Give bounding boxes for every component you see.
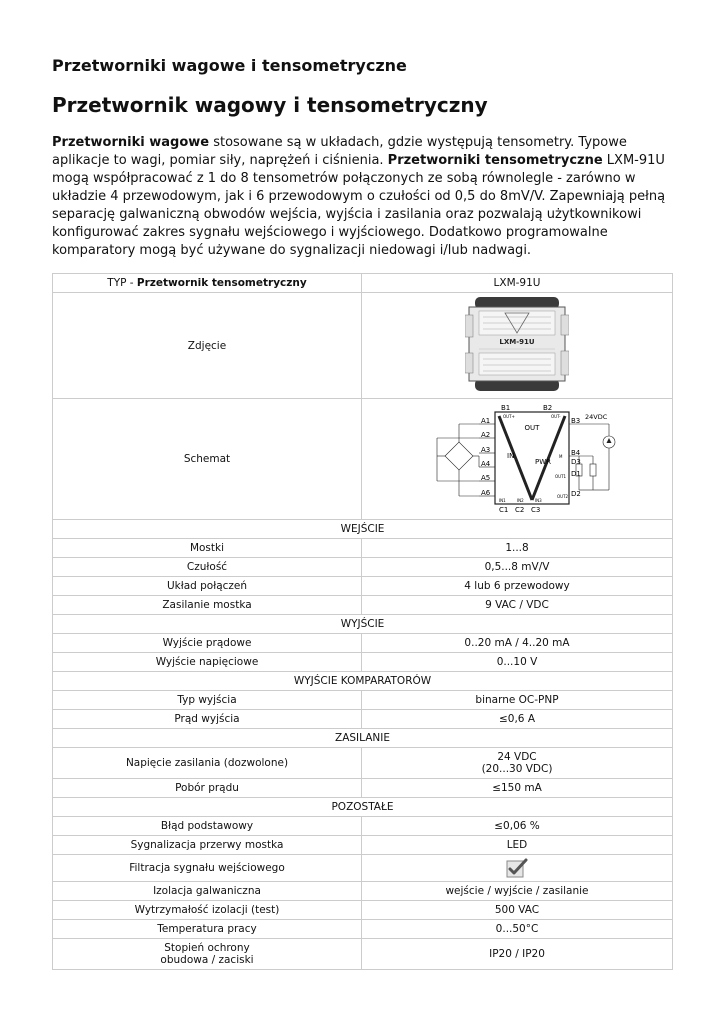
row-value: LED bbox=[362, 836, 673, 855]
section-header-row bbox=[53, 520, 673, 539]
section-header-row bbox=[53, 615, 673, 634]
terminal-a4: A4 bbox=[481, 459, 491, 468]
row-value: 0,5...8 mV/V bbox=[362, 558, 673, 577]
photo-label: Zdjęcie bbox=[53, 293, 362, 399]
photo-cell bbox=[362, 293, 673, 399]
top-terminals bbox=[501, 404, 552, 412]
row-label: Pobór prądu bbox=[53, 779, 362, 798]
out2-label: OUT2 bbox=[557, 493, 569, 499]
out1-label: OUT1 bbox=[555, 473, 567, 479]
table-row bbox=[53, 596, 673, 615]
row-value: binarne OC-PNP bbox=[362, 691, 673, 710]
row-label: Zasilanie mostka bbox=[53, 596, 362, 615]
device-model-print: LXM-91U bbox=[499, 338, 535, 346]
pwr-label: PWR bbox=[535, 457, 552, 466]
terminal-b1: B1 bbox=[501, 403, 511, 412]
table-header-row bbox=[53, 274, 673, 293]
row-label: Wyjście napięciowe bbox=[53, 653, 362, 672]
table-row bbox=[53, 653, 673, 672]
table-row bbox=[53, 779, 673, 798]
row-label-line: obudowa / zaciski bbox=[160, 954, 254, 966]
terminal-b3: B3 bbox=[571, 416, 581, 425]
model-header-cell: LXM-91U bbox=[362, 274, 673, 293]
type-prefix: TYP - bbox=[107, 277, 137, 289]
table-row bbox=[53, 882, 673, 901]
in1-label: IN1 bbox=[499, 497, 506, 503]
terminal-a1: A1 bbox=[481, 416, 491, 425]
schema-row bbox=[53, 399, 673, 520]
row-value: ≤0,06 % bbox=[362, 817, 673, 836]
row-value: 9 VAC / VDC bbox=[362, 596, 673, 615]
table-row bbox=[53, 920, 673, 939]
spec-table bbox=[52, 273, 673, 970]
row-value: 0..20 mA / 4..20 mA bbox=[362, 634, 673, 653]
table-row bbox=[53, 539, 673, 558]
row-value: ≤150 mA bbox=[362, 779, 673, 798]
terminal-d1: D1 bbox=[571, 469, 581, 478]
terminal-a3: A3 bbox=[481, 445, 491, 454]
row-value: 0...50°C bbox=[362, 920, 673, 939]
row-value bbox=[362, 855, 673, 882]
row-label: Typ wyjścia bbox=[53, 691, 362, 710]
row-label bbox=[53, 939, 362, 970]
row-value: 500 VAC bbox=[362, 901, 673, 920]
section-title: Przetworniki wagowe i tensometryczne bbox=[52, 56, 407, 75]
row-label: Czułość bbox=[53, 558, 362, 577]
out-minus-label: OUT- bbox=[551, 413, 561, 419]
terminal-c1: C1 bbox=[499, 505, 509, 514]
table-row bbox=[53, 817, 673, 836]
row-value: 1...8 bbox=[362, 539, 673, 558]
table-row bbox=[53, 558, 673, 577]
row-value-line: 24 VDC bbox=[497, 751, 537, 763]
row-label: Filtracja sygnału wejściowego bbox=[53, 855, 362, 882]
table-row bbox=[53, 855, 673, 882]
section-title-cell: WYJŚCIE KOMPARATORÓW bbox=[53, 672, 673, 691]
terminal-a2: A2 bbox=[481, 430, 491, 439]
row-value: 0...10 V bbox=[362, 653, 673, 672]
terminal-d3: D3 bbox=[571, 457, 581, 466]
table-row bbox=[53, 939, 673, 970]
row-value-line: (20...30 VDC) bbox=[481, 763, 553, 775]
bottom-terminals bbox=[499, 506, 540, 514]
intro-bold-2: Przetworniki tensometryczne bbox=[387, 153, 603, 168]
row-label: Izolacja galwaniczna bbox=[53, 882, 362, 901]
row-label-line: Stopień ochrony bbox=[164, 942, 250, 954]
row-value: wejście / wyjście / zasilanie bbox=[362, 882, 673, 901]
table-row bbox=[53, 748, 673, 779]
row-label: Sygnalizacja przerwy mostka bbox=[53, 836, 362, 855]
intro-text-2: LXM-91U mogą współpracować z 1 do 8 tensometrów połączonych ze sobą równolegle - zarówno w układzie 4 przewodowym, jak i 6 przewodowym o czułości od 0,5 do 8mV/V. Zapewniają pełną separację galwaniczną obwodów wejścia, wyjścia i zasilania oraz pozwalają użytkownikowi konfigurować zakres sygnału wejściowego i wyjściowego. Dodatkowo programowalne komparatory mogą być używane do sygnalizacji niedowagi i/lub nadwagi. bbox=[52, 153, 666, 258]
terminal-b4: B4 bbox=[571, 448, 581, 457]
row-value bbox=[362, 748, 673, 779]
table-row bbox=[53, 691, 673, 710]
intro-paragraph bbox=[52, 134, 677, 260]
terminal-d2: D2 bbox=[571, 489, 581, 498]
out-label: OUT bbox=[524, 423, 540, 432]
right-terminals bbox=[571, 417, 581, 498]
section-title-cell: ZASILANIE bbox=[53, 729, 673, 748]
supply-label: 24VDC bbox=[585, 412, 608, 421]
terminal-a5: A5 bbox=[481, 473, 491, 482]
section-header-row bbox=[53, 672, 673, 691]
intro-bold-1: Przetworniki wagowe bbox=[52, 135, 210, 150]
section-title-cell: WYJŚCIE bbox=[53, 615, 673, 634]
row-label: Napięcie zasilania (dozwolone) bbox=[53, 748, 362, 779]
left-terminals bbox=[481, 417, 491, 497]
table-row bbox=[53, 836, 673, 855]
section-title-cell: WEJŚCIE bbox=[53, 520, 673, 539]
row-value: ≤0,6 A bbox=[362, 710, 673, 729]
row-value: IP20 / IP20 bbox=[362, 939, 673, 970]
table-row bbox=[53, 710, 673, 729]
type-name: Przetwornik tensometryczny bbox=[136, 277, 307, 289]
checkmark-icon bbox=[506, 858, 528, 878]
table-row bbox=[53, 901, 673, 920]
terminal-b2: B2 bbox=[543, 403, 553, 412]
row-label: Układ połączeń bbox=[53, 577, 362, 596]
section-header-row bbox=[53, 729, 673, 748]
terminal-c2: C2 bbox=[515, 505, 525, 514]
in-label: IN bbox=[507, 451, 515, 460]
wiring-diagram bbox=[417, 402, 617, 514]
row-label: Mostki bbox=[53, 539, 362, 558]
terminal-c3: C3 bbox=[531, 505, 541, 514]
table-row bbox=[53, 577, 673, 596]
in3-label: IN3 bbox=[535, 497, 542, 503]
intro-text-1: stosowane są w układach, gdzie występują tensometry. Typowe aplikacje to wagi, pomiar siły, naprężeń i ciśnienia. bbox=[52, 135, 627, 168]
device-photo bbox=[465, 295, 569, 393]
row-label: Temperatura pracy bbox=[53, 920, 362, 939]
m-label: M bbox=[559, 453, 563, 459]
photo-row bbox=[53, 293, 673, 399]
schema-cell bbox=[362, 399, 673, 520]
terminal-a6: A6 bbox=[481, 488, 491, 497]
schema-label: Schemat bbox=[53, 399, 362, 520]
section-title-cell: POZOSTAŁE bbox=[53, 798, 673, 817]
row-label: Wytrzymałość izolacji (test) bbox=[53, 901, 362, 920]
in2-label: IN2 bbox=[517, 497, 524, 503]
table-row bbox=[53, 634, 673, 653]
row-label: Prąd wyjścia bbox=[53, 710, 362, 729]
out-plus-label: OUT+ bbox=[503, 413, 515, 419]
section-header-row bbox=[53, 798, 673, 817]
page-title: Przetwornik wagowy i tensometryczny bbox=[52, 93, 488, 117]
type-header-cell bbox=[53, 274, 362, 293]
row-value: 4 lub 6 przewodowy bbox=[362, 577, 673, 596]
row-label: Błąd podstawowy bbox=[53, 817, 362, 836]
row-label: Wyjście prądowe bbox=[53, 634, 362, 653]
